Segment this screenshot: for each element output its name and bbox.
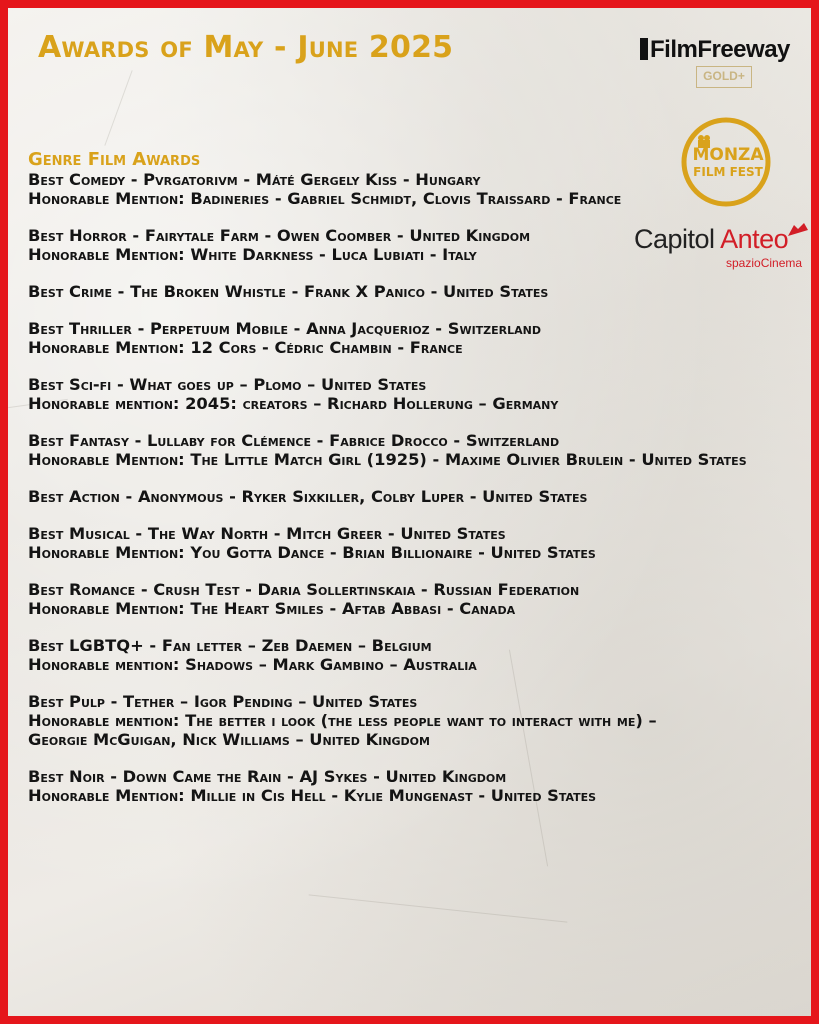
award-block bbox=[28, 431, 818, 469]
award-winner-line: Best Crime - The Broken Whistle - Frank X Panico - United States bbox=[28, 282, 549, 301]
award-mention-line: Honorable Mention: White Darkness - Luca Lubiati - Italy bbox=[28, 245, 477, 264]
capitol-subtitle: spazioCinema bbox=[726, 256, 803, 270]
award-block bbox=[28, 319, 818, 357]
award-block bbox=[28, 375, 818, 413]
award-block bbox=[28, 692, 818, 749]
award-block bbox=[28, 580, 818, 618]
award-mention-line: Georgie McGuigan, Nick Williams – United Kingdom bbox=[28, 730, 430, 749]
award-winner-line: Best Pulp - Tether – Igor Pending – United States bbox=[28, 692, 418, 711]
award-block bbox=[28, 282, 818, 301]
award-block bbox=[28, 170, 818, 208]
award-mention-line: Honorable mention: Shadows – Mark Gambino – Australia bbox=[28, 655, 477, 674]
filmfreeway-wordmark: FilmFreeway bbox=[650, 36, 790, 63]
page-title: Awards of May - June 2025 bbox=[38, 30, 454, 65]
award-winner-line: Best Fantasy - Lullaby for Clémence - Fabrice Drocco - Switzerland bbox=[28, 431, 560, 450]
paper-crease bbox=[309, 894, 568, 922]
award-mention-line: Honorable Mention: The Little Match Girl (1925) - Maxime Olivier Brulein - United States bbox=[28, 450, 747, 469]
award-mention-line: Honorable mention: The better i look (the less people want to interact with me) – bbox=[28, 711, 657, 730]
award-mention-line: Honorable Mention: Badineries - Gabriel Schmidt, Clovis Traissard - France bbox=[28, 189, 622, 208]
award-block bbox=[28, 767, 818, 805]
monza-line2: FILM FEST bbox=[693, 165, 763, 179]
award-winner-line: Best Sci-fi - What goes up – Plomo – United States bbox=[28, 375, 427, 394]
award-winner-line: Best Thriller - Perpetuum Mobile - Anna Jacquerioz - Switzerland bbox=[28, 319, 542, 338]
award-winner-line: Best Comedy - Pvrgatorivm - Máté Gergely Kiss - Hungary bbox=[28, 170, 481, 189]
award-mention-line: Honorable Mention: Millie in Cis Hell - Kylie Mungenast - United States bbox=[28, 786, 597, 805]
section-title: Genre Film Awards bbox=[28, 149, 201, 170]
capitol-word: Capitol bbox=[634, 224, 715, 254]
filmfreeway-logo bbox=[640, 32, 800, 94]
award-block bbox=[28, 226, 818, 264]
award-mention-line: Honorable mention: 2045: creators – Richard Hollerung – Germany bbox=[28, 394, 559, 413]
award-block bbox=[28, 487, 818, 506]
award-winner-line: Best Musical - The Way North - Mitch Greer - United States bbox=[28, 524, 506, 543]
award-mention-line: Honorable Mention: The Heart Smiles - Aftab Abbasi - Canada bbox=[28, 599, 516, 618]
award-winner-line: Best LGBTQ+ - Fan letter – Zeb Daemen – Belgium bbox=[28, 636, 432, 655]
monza-line1: MONZA bbox=[692, 145, 764, 165]
award-mention-line: Honorable Mention: You Gotta Dance - Brian Billionaire - United States bbox=[28, 543, 596, 562]
awards-container bbox=[28, 170, 818, 805]
award-block bbox=[28, 636, 818, 674]
filmfreeway-tier-badge: GOLD+ bbox=[696, 66, 752, 88]
filmfreeway-mark-icon bbox=[640, 38, 648, 60]
anteo-word: Anteo bbox=[720, 224, 789, 254]
award-block bbox=[28, 524, 818, 562]
award-winner-line: Best Horror - Fairytale Farm - Owen Coomber - United Kingdom bbox=[28, 226, 531, 245]
award-winner-line: Best Noir - Down Came the Rain - AJ Sykes - United Kingdom bbox=[28, 767, 507, 786]
award-mention-line: Honorable Mention: 12 Cors - Cédric Chambin - France bbox=[28, 338, 463, 357]
paper-crease bbox=[104, 70, 132, 146]
award-winner-line: Best Romance - Crush Test - Daria Sollertinskaia - Russian Federation bbox=[28, 580, 580, 599]
awards-list bbox=[28, 150, 818, 823]
award-winner-line: Best Action - Anonymous - Ryker Sixkiller, Colby Luper - United States bbox=[28, 487, 588, 506]
